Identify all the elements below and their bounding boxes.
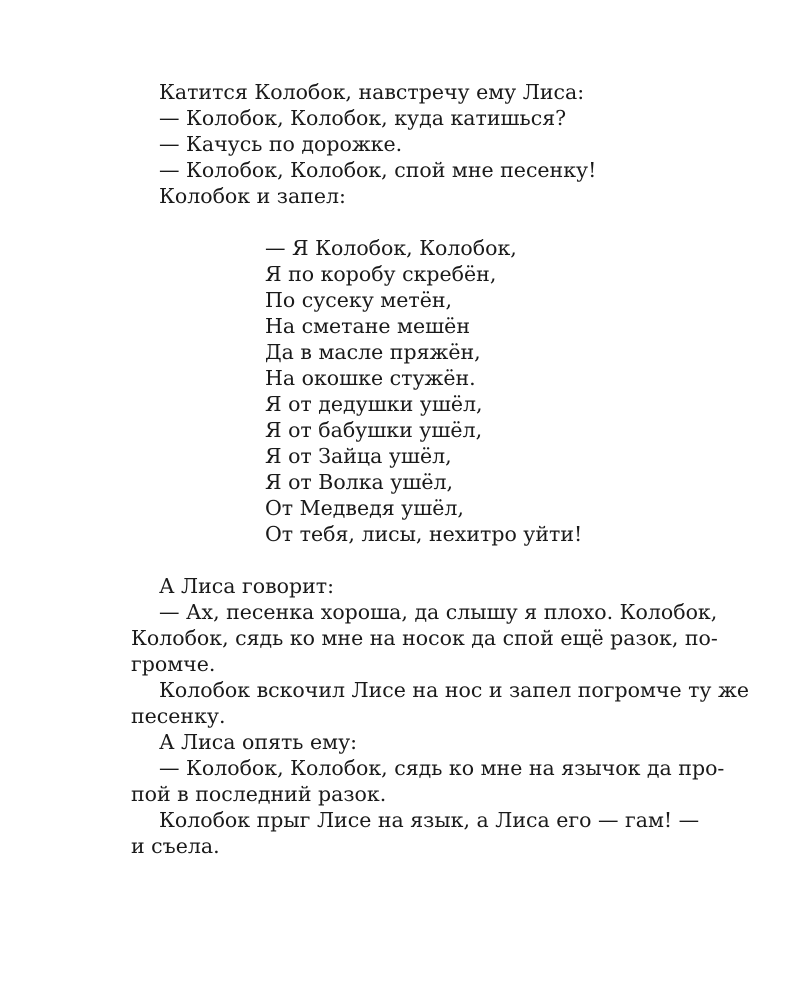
verse-line: От Медведя ушёл, bbox=[265, 496, 464, 520]
intro-dialogue bbox=[131, 79, 697, 209]
verse-line: — Я Колобок, Колобок, bbox=[265, 236, 517, 260]
verse-line: Да в масле пряжён, bbox=[265, 340, 481, 364]
paragraph-line: — Колобок, Колобок, сядь ко мне на язычок да про- bbox=[159, 756, 725, 780]
text-line: Катится Колобок, навстречу ему Лиса: bbox=[159, 80, 585, 104]
verse-line: На сметане мешён bbox=[265, 314, 470, 338]
paragraph-line: А Лиса говорит: bbox=[159, 574, 335, 598]
paragraph-line: песенку. bbox=[131, 704, 226, 728]
paragraph-line: Колобок, сядь ко мне на носок да спой ещё разок, по- bbox=[131, 626, 718, 650]
paragraph-line: Колобок вскочил Лисе на нос и запел погромче ту же bbox=[159, 678, 750, 702]
verse-line: По сусеку метён, bbox=[265, 288, 453, 312]
paragraph-line: А Лиса опять ему: bbox=[159, 730, 358, 754]
paragraph-line: и съела. bbox=[131, 834, 220, 858]
verse-line: Я от бабушки ушёл, bbox=[265, 418, 483, 442]
text-line: Колобок и запел: bbox=[159, 184, 346, 208]
book-page bbox=[131, 79, 750, 859]
verse-line: Я от Зайца ушёл, bbox=[265, 444, 452, 468]
song-verse bbox=[131, 235, 697, 547]
paragraph-line: пой в последний разок. bbox=[131, 782, 387, 806]
paragraph-line: Колобок прыг Лисе на язык, а Лиса его — гам! — bbox=[159, 808, 700, 832]
text-line: — Колобок, Колобок, спой мне песенку! bbox=[159, 158, 597, 182]
text-line: — Качусь по дорожке. bbox=[159, 132, 403, 156]
verse-line: На окошке стужён. bbox=[265, 366, 476, 390]
verse-line: Я от дедушки ушёл, bbox=[265, 392, 483, 416]
text-line: — Колобок, Колобок, куда катишься? bbox=[159, 106, 567, 130]
verse-line: От тебя, лисы, нехитро уйти! bbox=[265, 522, 583, 546]
paragraph-line: громче. bbox=[131, 652, 216, 676]
verse-line: Я по коробу скребён, bbox=[265, 262, 497, 286]
closing-dialogue bbox=[131, 573, 750, 859]
verse-line: Я от Волка ушёл, bbox=[265, 470, 454, 494]
paragraph-line: — Ах, песенка хороша, да слышу я плохо. Колобок, bbox=[159, 600, 718, 624]
